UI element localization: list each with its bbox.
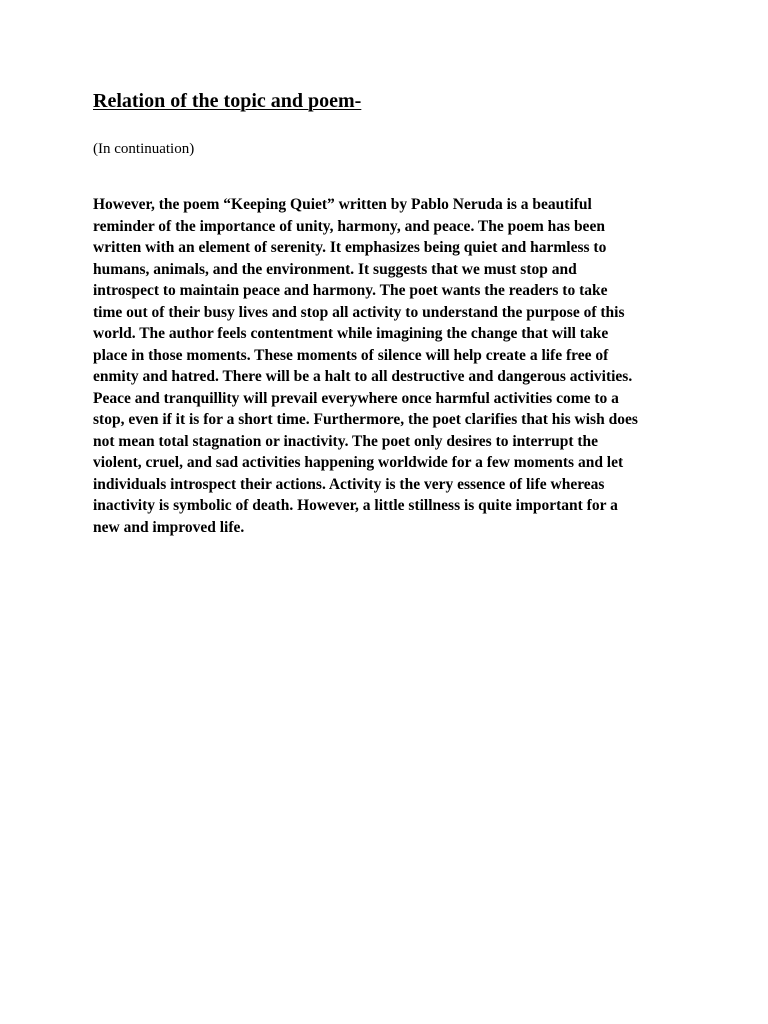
paragraph-line: time out of their busy lives and stop all activity to understand the purpose of this [93, 303, 625, 321]
paragraph-line: written with an element of serenity. It emphasizes being quiet and harmless to [93, 239, 607, 256]
paragraph-line: humans, animals, and the environment. It suggests that we must stop and [93, 260, 577, 278]
paragraph-line: world. The author feels contentment while imagining the change that will take [93, 325, 609, 342]
paragraph-line: violent, cruel, and sad activities happening worldwide for a few moments and let [93, 454, 624, 471]
continuation-note: (In continuation) [93, 141, 195, 157]
paragraph-line: introspect to maintain peace and harmony. The poet wants the readers to take [93, 282, 608, 299]
paragraph-line: enmity and hatred. There will be a halt to all destructive and dangerous activities. [93, 368, 633, 385]
paragraph-line: reminder of the importance of unity, harmony, and peace. The poem has been [93, 217, 605, 235]
paragraph-line: not mean total stagnation or inactivity. The poet only desires to interrupt the [93, 432, 599, 450]
paragraph-line: stop, even if it is for a short time. Furthermore, the poet clarifies that his wish does [93, 411, 638, 428]
paragraph-line: Peace and tranquillity will prevail everywhere once harmful activities come to a [93, 389, 619, 407]
paragraph-line: individuals introspect their actions. Activity is the very essence of life whereas [93, 475, 605, 493]
paragraph-line: However, the poem “Keeping Quiet” written by Pablo Neruda is a beautiful [93, 196, 592, 213]
paragraph-line: place in those moments. These moments of silence will help create a life free of [93, 346, 609, 364]
body-paragraph [93, 194, 683, 538]
paragraph-line: new and improved life. [93, 518, 245, 536]
paragraph-line: inactivity is symbolic of death. However, a little stillness is quite important for a [93, 497, 618, 514]
page-title: Relation of the topic and poem- [93, 90, 362, 112]
